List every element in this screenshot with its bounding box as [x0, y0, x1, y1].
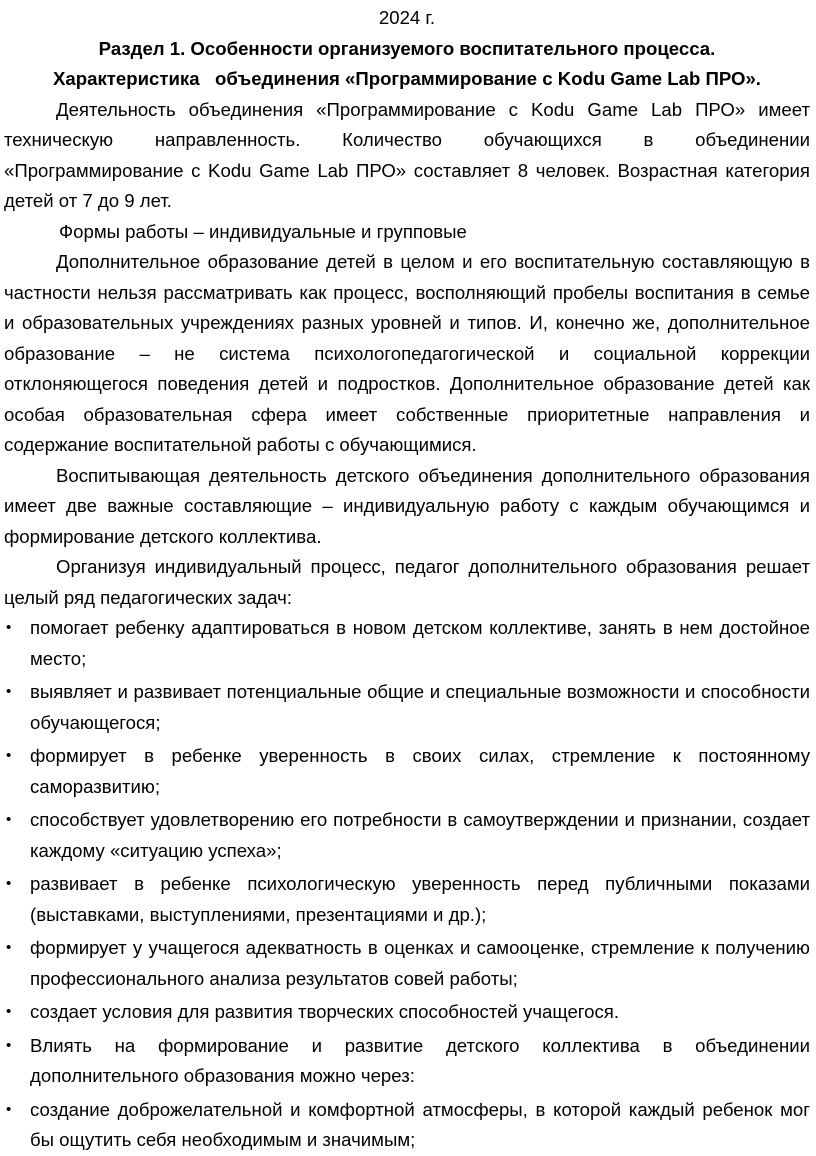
- list-item-text: создание доброжелательной и комфортной атмосферы, в которой каждый ребенок мог бы ощутить себя необходимым и значимым;: [30, 1098, 810, 1150]
- list-item-text: развивает в ребенке психологическую уверенность перед публичными показами (выставками, выступлениями, презентациями и др.);: [30, 873, 810, 925]
- paragraph-individual-process: Организуя индивидуальный процесс, педагог дополнительного образования решает целый ряд педагогических задач:: [4, 556, 810, 608]
- list-item-text: формирует у учащегося адекватность в оценках и самооценке, стремление к получению профессионального анализа результатов совей работы;: [30, 937, 810, 989]
- bullet-icon: •: [6, 619, 12, 636]
- list-item: [4, 805, 810, 866]
- bullet-icon: •: [6, 939, 12, 956]
- list-item-text: создает условия для развития творческих способностей учащегося.: [30, 1001, 620, 1022]
- bullet-icon: •: [6, 1003, 12, 1020]
- list-item: [4, 933, 810, 994]
- bullet-icon: •: [6, 747, 12, 764]
- paragraph-additional-education: Дополнительное образование детей в целом и его воспитательную составляющую в частности нельзя рассматривать как процесс, восполняющий пробелы воспитания в семье и образовательных учреждениях разных уровней и типов. И, конечно же, дополнительное образование – не система психологопедагогической и социальной коррекции отклоняющегося поведения детей и подростков. Дополнительное образование детей как особая образовательная сфера имеет собственные приоритетные направления и содержание воспитательной работы с обучающимися.: [4, 251, 810, 455]
- bullet-icon: •: [6, 683, 12, 700]
- paragraph-association-description: Деятельность объединения «Программирование с Kodu Game Lab ПРО» имеет техническую направленность. Количество обучающихся в объединении «Программирование с Kodu Game Lab ПРО» составляет 8 человек. Возрастная категория детей от 7 до 9 лет.: [4, 98, 810, 211]
- list-item: [4, 1031, 810, 1092]
- list-item-text: Влиять на формирование и развитие детского коллектива в объединении дополнительного образования можно через:: [30, 1034, 810, 1086]
- list-item: [4, 997, 810, 1028]
- bullet-icon: •: [6, 811, 12, 828]
- list-item-text: выявляет и развивает потенциальные общие и специальные возможности и способности обучающегося;: [30, 681, 810, 733]
- bullet-icon: •: [6, 1036, 12, 1054]
- list-item: [4, 613, 810, 674]
- task-list: [4, 613, 810, 1156]
- paragraph-educational-activity: Воспитывающая деятельность детского объединения дополнительного образования имеет две важные составляющие – индивидуальную работу с каждым обучающимся и формирование детского коллектива.: [4, 464, 810, 547]
- list-item: [4, 677, 810, 738]
- bullet-icon: •: [6, 875, 12, 892]
- list-item-text: помогает ребенку адаптироваться в новом детском коллективе, занять в нем достойное место;: [30, 617, 810, 669]
- list-item: [4, 1095, 810, 1156]
- paragraph-work-forms: Формы работы – индивидуальные и групповые: [59, 220, 467, 242]
- list-item-text: формирует в ребенке уверенность в своих силах, стремление к постоянному саморазвитию;: [30, 745, 810, 797]
- document-year: 2024 г.: [378, 7, 436, 28]
- list-item-text: способствует удовлетворению его потребности в самоутверждении и признании, создает каждому «ситуацию успеха»;: [30, 809, 810, 861]
- section-title: Раздел 1. Особенности организуемого воспитательного процесса.: [98, 37, 716, 59]
- list-item: [4, 869, 810, 930]
- bullet-icon: •: [6, 1100, 12, 1118]
- subsection-title: Характеристика объединения «Программирование с Kodu Game Lab ПРО».: [53, 68, 761, 89]
- list-item: [4, 741, 810, 802]
